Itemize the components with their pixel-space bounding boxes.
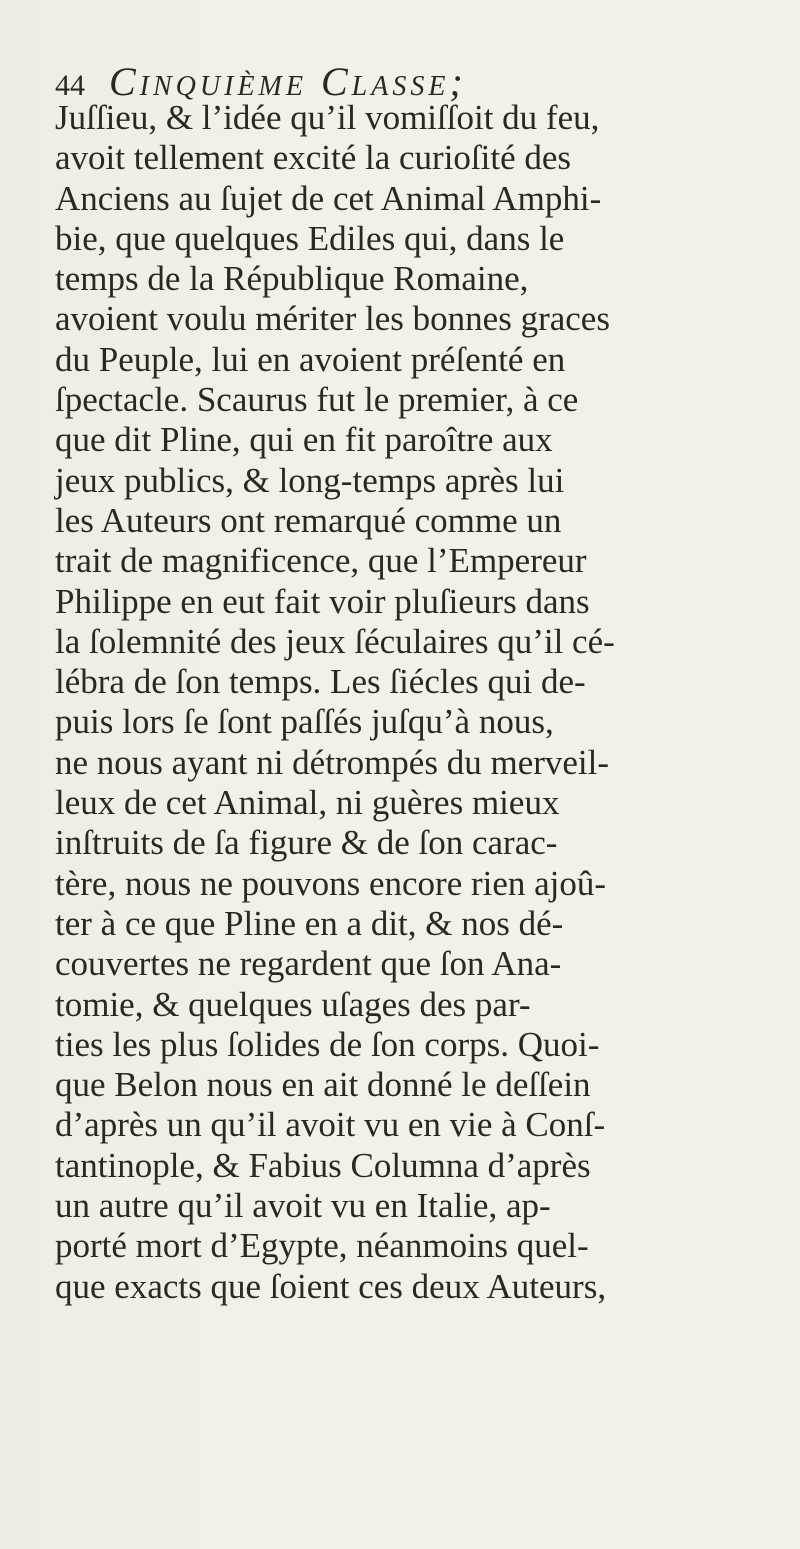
- text-line: ſpectacle. Scaurus fut le premier, à ce: [55, 380, 579, 420]
- text-line: un autre qu’il avoit vu en Italie, ap-: [55, 1186, 551, 1226]
- text-line: ties les plus ſolides de ſon corps. Quoi-: [55, 1024, 600, 1064]
- text-line: trait de magnificence, que l’Empereur: [55, 541, 587, 581]
- text-line: lébra de ſon temps. Les ſiécles qui de-: [55, 662, 586, 702]
- text-line: temps de la République Romaine,: [55, 259, 529, 299]
- text-line: tantinople, & Fabius Columna d’après: [55, 1145, 591, 1185]
- text-line: porté mort d’Egypte, néanmoins quel-: [55, 1226, 589, 1266]
- text-line: avoient voulu mériter les bonnes graces: [55, 299, 610, 339]
- text-line: tomie, & quelques uſages des par-: [55, 984, 531, 1024]
- text-line: Philippe en eut fait voir pluſieurs dans: [55, 581, 590, 621]
- page-number: 44: [55, 69, 85, 102]
- text-line: la ſolemnité des jeux ſéculaires qu’il cé-: [55, 621, 615, 661]
- running-title: Cinquième Classe;: [109, 59, 467, 104]
- text-line: les Auteurs ont remarqué comme un: [55, 500, 562, 540]
- text-line: jeux publics, & long-temps après lui: [55, 460, 565, 500]
- text-line: leux de cet Animal, ni guères mieux: [55, 783, 560, 823]
- text-line: bie, que quelques Ediles qui, dans le: [55, 218, 565, 258]
- text-line: du Peuple, lui en avoient préſenté en: [55, 339, 566, 379]
- text-line: Anciens au ſujet de cet Animal Amphi-: [55, 178, 602, 218]
- text-line: inſtruits de ſa figure & de ſon carac-: [55, 823, 558, 863]
- text-line: que dit Pline, qui en fit paroître aux: [55, 420, 553, 460]
- text-line: puis lors ſe ſont paſſés juſqu’à nous,: [55, 702, 554, 742]
- text-line: que exacts que ſoient ces deux Auteurs,: [55, 1266, 607, 1306]
- text-line: que Belon nous en ait donné le deſſein: [55, 1065, 591, 1105]
- text-line: tère, nous ne pouvons encore rien ajoû-: [55, 863, 607, 903]
- text-line: d’après un qu’il avoit vu en vie à Conſ-: [55, 1105, 606, 1145]
- text-line: Juſſieu, & l’idée qu’il vomiſſoit du feu,: [55, 98, 600, 137]
- body-text: [55, 98, 800, 1307]
- text-line: couvertes ne regardent que ſon Ana-: [55, 944, 562, 984]
- text-line: ne nous ayant ni détrompés du merveil-: [55, 742, 610, 782]
- text-line: ter à ce que Pline en a dit, & nos dé-: [55, 903, 564, 943]
- text-line: avoit tellement excité la curioſité des: [55, 138, 572, 178]
